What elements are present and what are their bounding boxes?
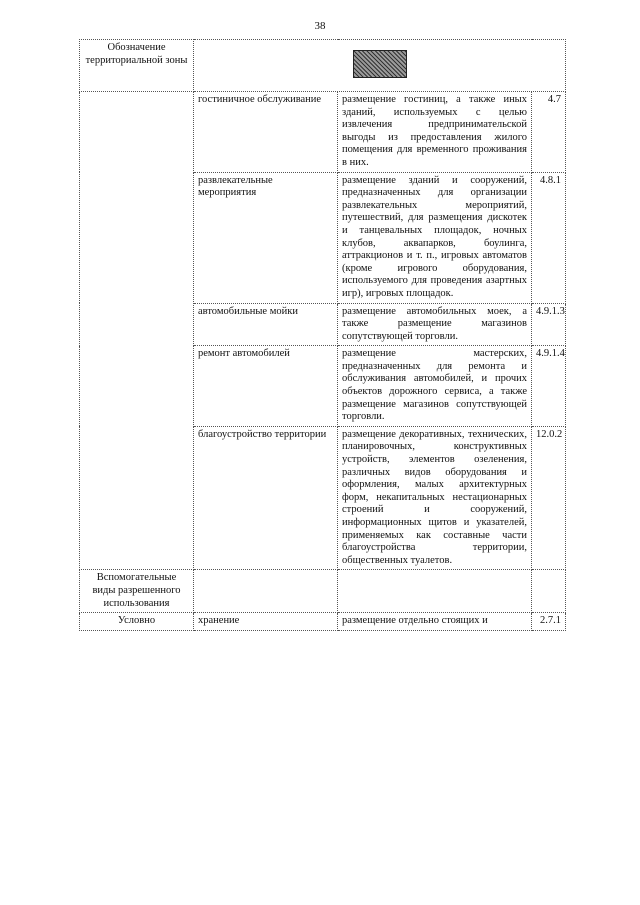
use-name-cell: благоустройство территории — [194, 426, 338, 570]
use-name-cell: ремонт автомобилей — [194, 346, 338, 427]
use-description-cell: размещение зданий и сооружений, предназначенных для организации развлекательных мероприятий, путешествий, для размещения дискотек и танцевальных площадок, ночных клубов, аквапарков, боулинга, аттракционов и т. п., игровых автоматов (кроме игрового оборудования, используемого для проведения азартных игр), игровых площадок. — [338, 172, 532, 303]
use-description-cell: размещение автомобильных моек, а также размещение магазинов сопутствующей торговли. — [338, 303, 532, 346]
use-name-cell: хранение — [194, 613, 338, 631]
use-name-cell: гостиничное обслуживание — [194, 92, 338, 173]
use-code-cell: 2.7.1 — [532, 613, 566, 631]
conditional-uses-row — [80, 613, 566, 631]
use-code-cell: 12.0.2 — [532, 426, 566, 570]
use-code-cell: 4.7 — [532, 92, 566, 173]
conditional-uses-label: Условно — [80, 613, 194, 631]
use-description-cell: размещение декоративных, технических, планировочных, конструктивных устройств, элементов озеленения, различных видов оборудования и оформления, малых архитектурных форм, некапитальных нестационарных строений и сооружений, информационных щитов и указателей, применяемых как составные части благоустройства территории, общественных туалетов. — [338, 426, 532, 570]
use-code-cell: 4.9.1.3 — [532, 303, 566, 346]
table-header-row — [80, 40, 566, 92]
empty-cell — [338, 570, 532, 613]
zones-table — [79, 39, 566, 631]
zone-column-cell — [80, 92, 194, 570]
zone-designation-header: Обозначение территориальной зоны — [80, 40, 194, 92]
use-name-cell: автомобильные мойки — [194, 303, 338, 346]
use-description-cell: размещение мастерских, предназначенных для ремонта и обслуживания автомобилей, и прочих объектов дорожного сервиса, а также размещение магазинов сопутствующей торговли. — [338, 346, 532, 427]
table-row — [80, 92, 566, 173]
use-name-cell: развлекательные мероприятия — [194, 172, 338, 303]
page-number: 38 — [314, 20, 326, 32]
auxiliary-uses-row — [80, 570, 566, 613]
use-description-cell: размещение отдельно стоящих и — [338, 613, 532, 631]
use-code-cell: 4.8.1 — [532, 172, 566, 303]
zone-code-stamp-cell — [194, 40, 566, 92]
empty-cell — [194, 570, 338, 613]
empty-cell — [532, 570, 566, 613]
use-code-cell: 4.9.1.4 — [532, 346, 566, 427]
redacted-stamp-icon — [353, 50, 407, 78]
use-description-cell: размещение гостиниц, а также иных зданий, используемых с целью извлечения предпринимательской выгоды из предоставления жилого помещения для временного проживания в них. — [338, 92, 532, 173]
auxiliary-uses-label: Вспомогательные виды разрешенного использования — [80, 570, 194, 613]
